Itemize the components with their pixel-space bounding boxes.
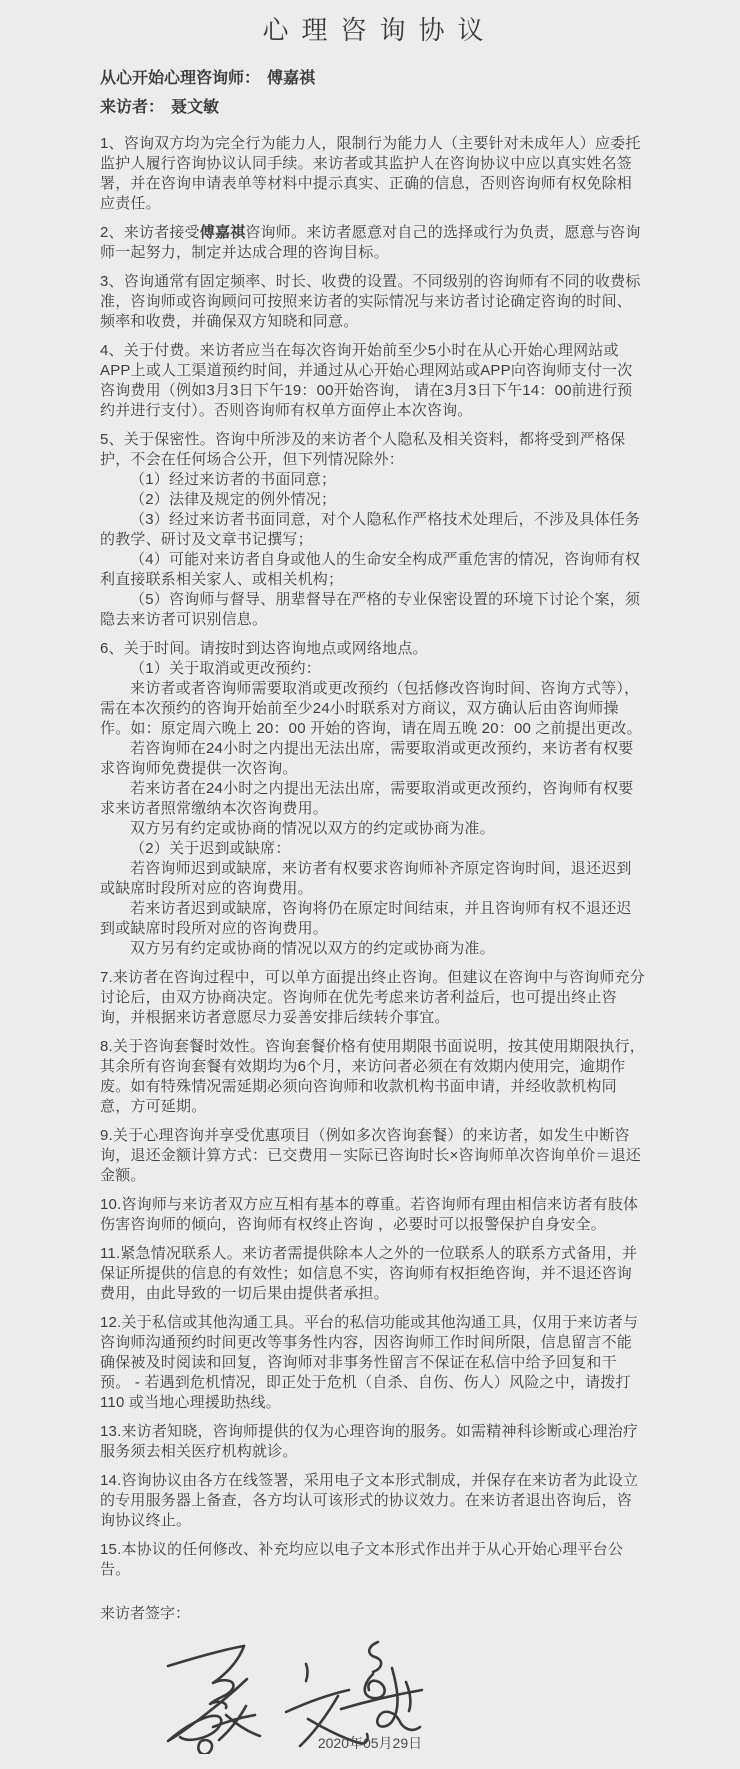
clause-1-paragraph: 1、咨询双方均为完全行为能力人，限制行为能力人（主要针对未成年人）应委托监护人履行咨询协议认同手续。来访者或其监护人在咨询协议中应以真实姓名签署，并在咨询申请表单等材料中提示真实、正确的信息，否则咨询师有权免除相应责任。 <box>100 135 641 212</box>
clause-3-paragraph: 3、咨询通常有固定频率、时长、收费的设置。不同级别的咨询师有不同的收费标准，咨询师或咨询顾问可按照来访者的实际情况与来访者讨论确定咨询的时间、频率和收费，并确保双方知晓和同意。 <box>100 273 641 330</box>
counselor-name: 傅嘉祺 <box>267 70 316 87</box>
clause-15-paragraph: 15.本协议的任何修改、补充均应以电子文本形式作出并于从心开始心理平台公告。 <box>100 1541 624 1578</box>
clause-6-paragraph: 若来访者在24小时之内提出无法出席，需要取消或更改预约，咨询师有权要求来访者照常缴纳本次咨询费用。 <box>100 780 634 817</box>
clause-5-paragraph: （1）经过来访者的书面同意； <box>130 471 337 488</box>
clause-8 <box>100 1037 646 1117</box>
signing-date: 2020年05月29日 <box>317 1735 423 1751</box>
clause-13-paragraph: 13.来访者知晓，咨询师提供的仅为心理咨询的服务。如需精神科诊断或心理治疗服务须去相关医疗机构就诊。 <box>100 1423 639 1460</box>
clause-5-paragraph: （4）可能对来访者自身或他人的生命安全构成严重危害的情况，咨询师有权利直接联系相关家人、或相关机构； <box>100 551 641 588</box>
clause-6-paragraph: 若来访者迟到或缺席，咨询将仍在原定时间结束，并且咨询师有权不退还迟到或缺席时段所对应的咨询费用。 <box>100 900 632 937</box>
clause-12 <box>100 1313 646 1413</box>
clause-5-paragraph: 5、关于保密性。咨询中所涉及的来访者个人隐私及相关资料，都将受到严格保护，不会在任何场合公开，但下列情况除外： <box>100 431 626 468</box>
clause-6-paragraph: （1）关于取消或更改预约： <box>130 660 321 677</box>
clause-10-paragraph: 10.咨询师与来访者双方应互相有基本的尊重。若咨询师有理由相信来访者有肢体伤害咨询师的倾向，咨询师有权终止咨询 ，必要时可以报警保护自身安全。 <box>100 1196 639 1233</box>
clause-5 <box>100 430 646 630</box>
visitor-name: 聂文敏 <box>171 99 220 116</box>
counselor-line <box>100 69 646 89</box>
clause-3 <box>100 272 646 332</box>
clause-6-paragraph: 双方另有约定或协商的情况以双方的约定或协商为准。 <box>130 820 495 837</box>
clause-9 <box>100 1126 646 1186</box>
clause-6-paragraph: 若咨询师迟到或缺席，来访者有权要求咨询师补齐原定咨询时间，退还迟到或缺席时段所对应的咨询费用。 <box>100 860 632 897</box>
visitor-line <box>100 98 646 118</box>
clause-5-paragraph: （2）法律及规定的例外情况； <box>130 491 337 508</box>
clause-14-paragraph: 14.咨询协议由各方在线签署，采用电子文本形式制成，并保存在来访者为此设立的专用服务器上备查，各方均认可该形式的协议效力。在来访者退出咨询后，咨询协议终止。 <box>100 1472 639 1529</box>
visitor-label: 来访者： <box>100 99 165 116</box>
clause-13 <box>100 1422 646 1462</box>
clause-6-paragraph: 若咨询师在24小时之内提出无法出席，需要取消或更改预约，来访者有权要求咨询师免费提供一次咨询。 <box>100 740 634 777</box>
clause-6-paragraph: 双方另有约定或协商的情况以双方的约定或协商为准。 <box>130 940 495 957</box>
clause-7 <box>100 968 646 1028</box>
clause-6-paragraph: 来访者或者咨询师需要取消或更改预约（包括修改咨询时间、咨询方式等），需在本次预约的咨询开始前至少24小时联系对方商议，双方确认后由咨询师操作。如：原定周六晚上 20：00 开始的咨询，请在周五晚 20：00 之前提出更改。 <box>100 680 642 737</box>
clause-1 <box>100 134 646 214</box>
clause-4-paragraph: 4、关于付费。来访者应当在每次咨询开始前至少5小时在从心开始心理网站或APP上或人工渠道预约时间，并通过从心开始心理网站或APP向咨询师支付一次咨询费用（例如3月3日下午19：00开始咨询， 请在3月3日下午14：00前进行预约并进行支付）。否则咨询师有权单方面停止本次咨询。 <box>100 342 633 419</box>
clause-12-paragraph: 12.关于私信或其他沟通工具。平台的私信功能或其他沟通工具，仅用于来访者与咨询师沟通预约时间更改等事务性内容，因咨询师工作时间所限，信息留言不能确保被及时阅读和回复，咨询师对非事务性留言不保证在私信中给予回复和干预。 - 若遇到危机情况，即正处于危机（自杀、自伤、伤人）风险之中，请拨打 110 或当地心理援助热线。 <box>100 1314 639 1411</box>
clause-5-paragraph: （3）经过来访者书面同意，对个人隐私作严格技术处理后，不涉及具体任务的教学、研讨及文章书记撰写； <box>100 511 641 548</box>
clause-2-paragraph: 2、来访者接受傅嘉祺咨询师。来访者愿意对自己的选择或行为负责，愿意与咨询师一起努力，制定并达成合理的咨询目标。 <box>100 224 641 261</box>
clause-5-paragraph: （5）咨询师与督导、朋辈督导在严格的专业保密设置的环境下讨论个案，须隐去来访者可识别信息。 <box>100 591 641 628</box>
clause-6 <box>100 639 646 959</box>
clause-6-paragraph: （2）关于迟到或缺席： <box>130 840 291 857</box>
clause-4 <box>100 341 646 421</box>
page-title: 心理咨询协议 <box>262 15 497 45</box>
clause-2 <box>100 223 646 263</box>
clause-11 <box>100 1244 646 1304</box>
clause-15 <box>100 1540 646 1580</box>
clause-list <box>100 134 646 1580</box>
clause-6-paragraph: 6、关于时间。请按时到达咨询地点或网络地点。 <box>100 640 428 657</box>
counselor-label: 从心开始心理咨询师： <box>100 70 261 87</box>
clause-11-paragraph: 11.紧急情况联系人。来访者需提供除本人之外的一位联系人的联系方式备用，并保证所提供的信息的有效性；如信息不实，咨询师有权拒绝咨询，并不退还咨询费用，由此导致的一切后果由提供者承担。 <box>100 1245 638 1302</box>
clause-8-paragraph: 8.关于咨询套餐时效性。咨询套餐价格有使用期限书面说明，按其使用期限执行，其余所有咨询套餐有效期均为6个月，来访问者必须在有效期内使用完，逾期作废。如有特殊情况需延期必须向咨询师和收款机构书面申请，并经收款机构同意，方可延期。 <box>100 1038 645 1115</box>
signature-label: 来访者签字： <box>100 1605 191 1622</box>
clause-9-paragraph: 9.关于心理咨询并享受优惠项目（例如多次咨询套餐）的来访者，如发生中断咨询，退还金额计算方式：已交费用－实际已咨询时长×咨询师单次咨询单价＝退还金额。 <box>100 1127 641 1184</box>
clause-7-paragraph: 7.来访者在咨询过程中，可以单方面提出终止咨询。但建议在咨询中与咨询师充分讨论后，由双方协商决定。咨询师在优先考虑来访者利益后，也可提出终止咨询，并根据来访者意愿尽力妥善安排后续转介事宜。 <box>100 969 645 1026</box>
clause-14 <box>100 1471 646 1531</box>
clause-10 <box>100 1195 646 1235</box>
